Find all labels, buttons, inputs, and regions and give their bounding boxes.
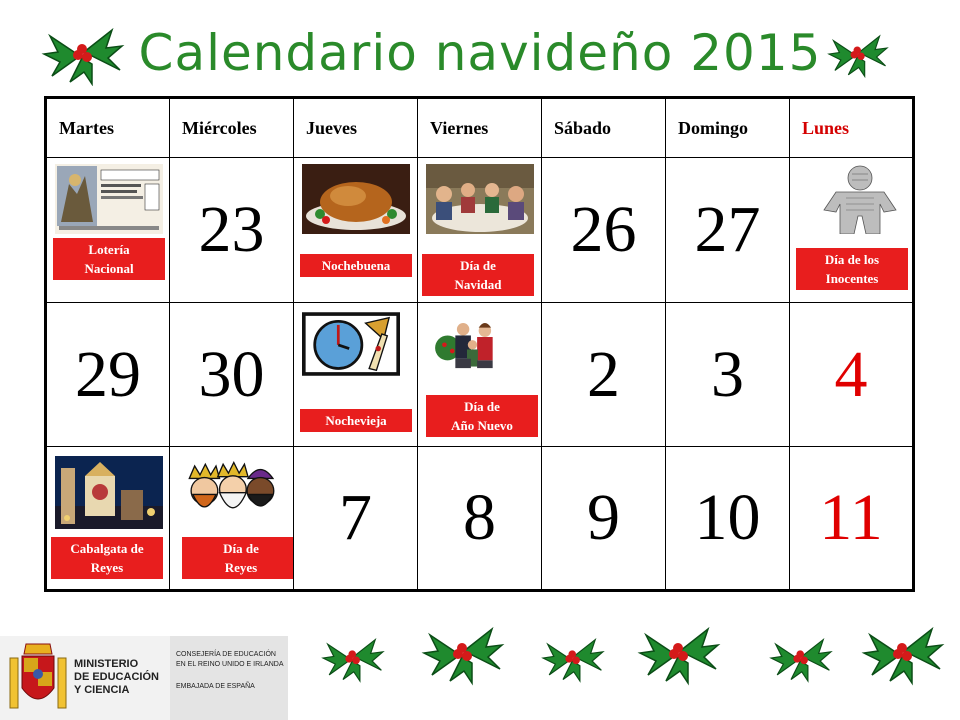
day-cell-29 (46, 303, 170, 447)
holly-icon (826, 28, 890, 80)
day-cell-25 (418, 158, 542, 303)
day-number: 23 (198, 193, 265, 266)
day-cell-27 (666, 158, 790, 303)
ministry-logo (0, 636, 288, 720)
embassy-name: EMBAJADA DE ESPAÑA (176, 683, 255, 690)
day-number: 30 (198, 337, 265, 411)
day-number: 2 (587, 337, 620, 411)
day-cell-31 (294, 303, 418, 447)
day-cell-4 (790, 303, 914, 447)
day-cell-8 (418, 447, 542, 591)
holly-icon (768, 630, 834, 686)
week-row (46, 447, 914, 591)
day-number: 11 (819, 481, 883, 554)
day-cell-28 (790, 158, 914, 303)
lottery-ticket-image (55, 164, 163, 234)
spain-coat-of-arms-icon (8, 640, 68, 716)
header-domingo: Domingo (666, 98, 790, 158)
day-cell-30 (170, 303, 294, 447)
label-reyes: Día de Reyes (182, 537, 294, 579)
label-navidad: Día de Navidad (422, 254, 534, 296)
day-cell-7 (294, 447, 418, 591)
parade-image (55, 453, 163, 529)
day-number: 7 (339, 481, 372, 554)
label-loteria: Lotería Nacional (53, 238, 165, 280)
day-cell-1 (418, 303, 542, 447)
roast-turkey-image (302, 164, 410, 234)
holly-icon (420, 618, 506, 688)
day-cell-2 (542, 303, 666, 447)
day-number: 4 (834, 337, 868, 411)
holly-icon (860, 618, 946, 688)
family-dinner-image (426, 164, 534, 234)
day-cell-10 (666, 447, 790, 591)
holly-icon (636, 618, 722, 688)
label-ano-nuevo: Día de Año Nuevo (426, 395, 538, 437)
day-cell-22 (46, 158, 170, 303)
day-number: 9 (587, 481, 620, 554)
week-row (46, 303, 914, 447)
ministry-name-line: MINISTERIO (74, 658, 139, 670)
three-kings-image (184, 457, 280, 523)
ministry-name-line: Y CIENCIA (74, 684, 130, 696)
holly-icon (40, 22, 126, 86)
page-title: Calendario navideño 2015 (138, 24, 822, 82)
day-cell-9 (542, 447, 666, 591)
header-sabado: Sábado (542, 98, 666, 158)
holly-icon (540, 630, 606, 686)
day-number: 29 (75, 337, 141, 411)
family-portrait-image (432, 309, 516, 379)
label-inocentes: Día de los Inocentes (796, 248, 908, 290)
holly-icon (320, 630, 386, 686)
ministry-name-line: DE EDUCACIÓN (74, 671, 159, 683)
day-cell-26 (542, 158, 666, 303)
week-row (46, 158, 914, 303)
day-cell-5 (46, 447, 170, 591)
day-number: 10 (694, 481, 761, 554)
day-number: 27 (694, 193, 761, 266)
header-lunes: Lunes (790, 98, 914, 158)
day-cell-24 (294, 158, 418, 303)
header-martes: Martes (46, 98, 170, 158)
header-viernes: Viernes (418, 98, 542, 158)
day-cell-3 (666, 303, 790, 447)
paper-doll-image (806, 164, 914, 234)
header-miercoles: Miércoles (170, 98, 294, 158)
header-jueves: Jueves (294, 98, 418, 158)
label-nochebuena: Nochebuena (300, 254, 412, 277)
clock-image (302, 309, 400, 379)
day-number: 8 (463, 481, 496, 554)
day-number: 3 (711, 337, 744, 411)
day-cell-6 (170, 447, 294, 591)
header-row (46, 98, 914, 158)
day-cell-11 (790, 447, 914, 591)
calendar-table (44, 96, 915, 592)
day-number: 26 (570, 193, 637, 266)
day-cell-23 (170, 158, 294, 303)
council-name-line: EN EL REINO UNIDO E IRLANDA (176, 661, 284, 668)
label-nochevieja: Nochevieja (300, 409, 412, 432)
label-cabalgata: Cabalgata de Reyes (51, 537, 163, 579)
council-name-line: CONSEJERÍA DE EDUCACIÓN (176, 651, 276, 658)
